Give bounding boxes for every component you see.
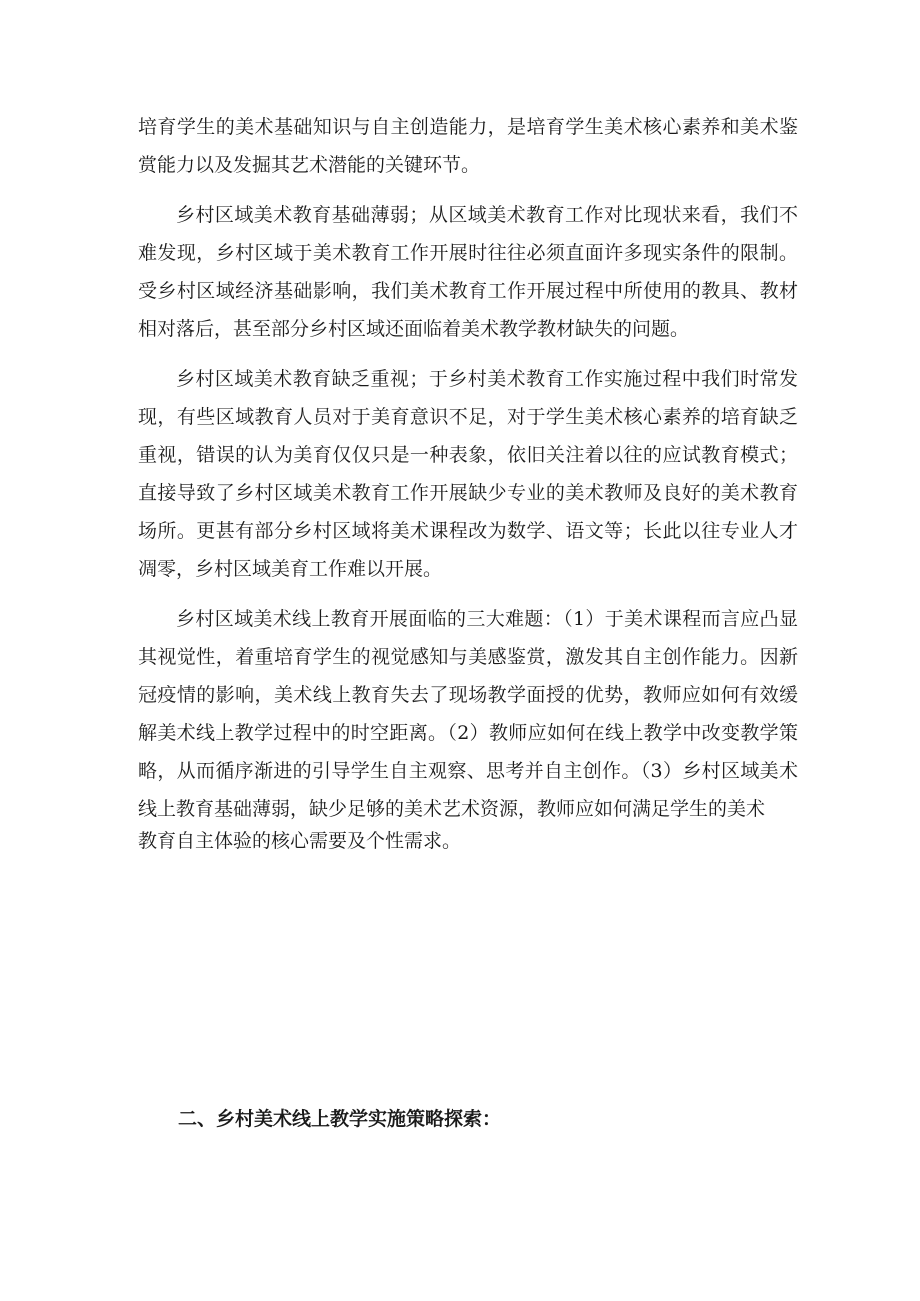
- paragraph-3: 乡村区域美术教育缺乏重视；于乡村美术教育工作实施过程中我们时常发现，有些区域教育人员对于美育意识不足，对于学生美术核心素养的培育缺乏重视，错误的认为美育仅仅只是一种表象，依旧关注着以往的应试教育模式；直接导致了乡村区域美术教育工作开展缺少专业的美术教师及良好的美术教育场所。更甚有部分乡村区域将美术课程改为数学、语文等；长此以往专业人才凋零，乡村区域美育工作难以开展。: [138, 368, 798, 580]
- section-heading: 二、乡村美术线上教学实施策略探索：: [178, 1108, 502, 1130]
- paragraph-4: 乡村区域美术线上教育开展面临的三大难题：（1）于美术课程而言应凸显其视觉性，着重培育学生的视觉感知与美感鉴赏，激发其自主创作能力。因新冠疫情的影响，美术线上教育失去了现场教学面授的优势，教师应如何有效缓解美术线上教学过程中的时空距离。（2）教师应如何在线上教学中改变教学策略，从而循序渐进的引导学生自主观察、思考并自主创作。（3）乡村区域美术线上教育基础薄弱，缺少足够的美术艺术资源，教师应如何满足学生的美术: [138, 608, 798, 820]
- paragraph-1: 培育学生的美术基础知识与自主创造能力，是培育学生美术核心素养和美术鉴赏能力以及发掘其艺术潜能的关键环节。: [138, 116, 798, 176]
- paragraph-4-tail: 教育自主体验的核心需要及个性需求。: [138, 830, 462, 852]
- document-body: [138, 108, 798, 860]
- paragraph-2: 乡村区域美术教育基础薄弱；从区域美术教育工作对比现状来看，我们不难发现，乡村区域于美术教育工作开展时往往必须直面许多现实条件的限制。受乡村区域经济基础影响，我们美术教育工作开展过程中所使用的教具、教材相对落后，甚至部分乡村区域还面临着美术教学教材缺失的问题。: [138, 204, 798, 340]
